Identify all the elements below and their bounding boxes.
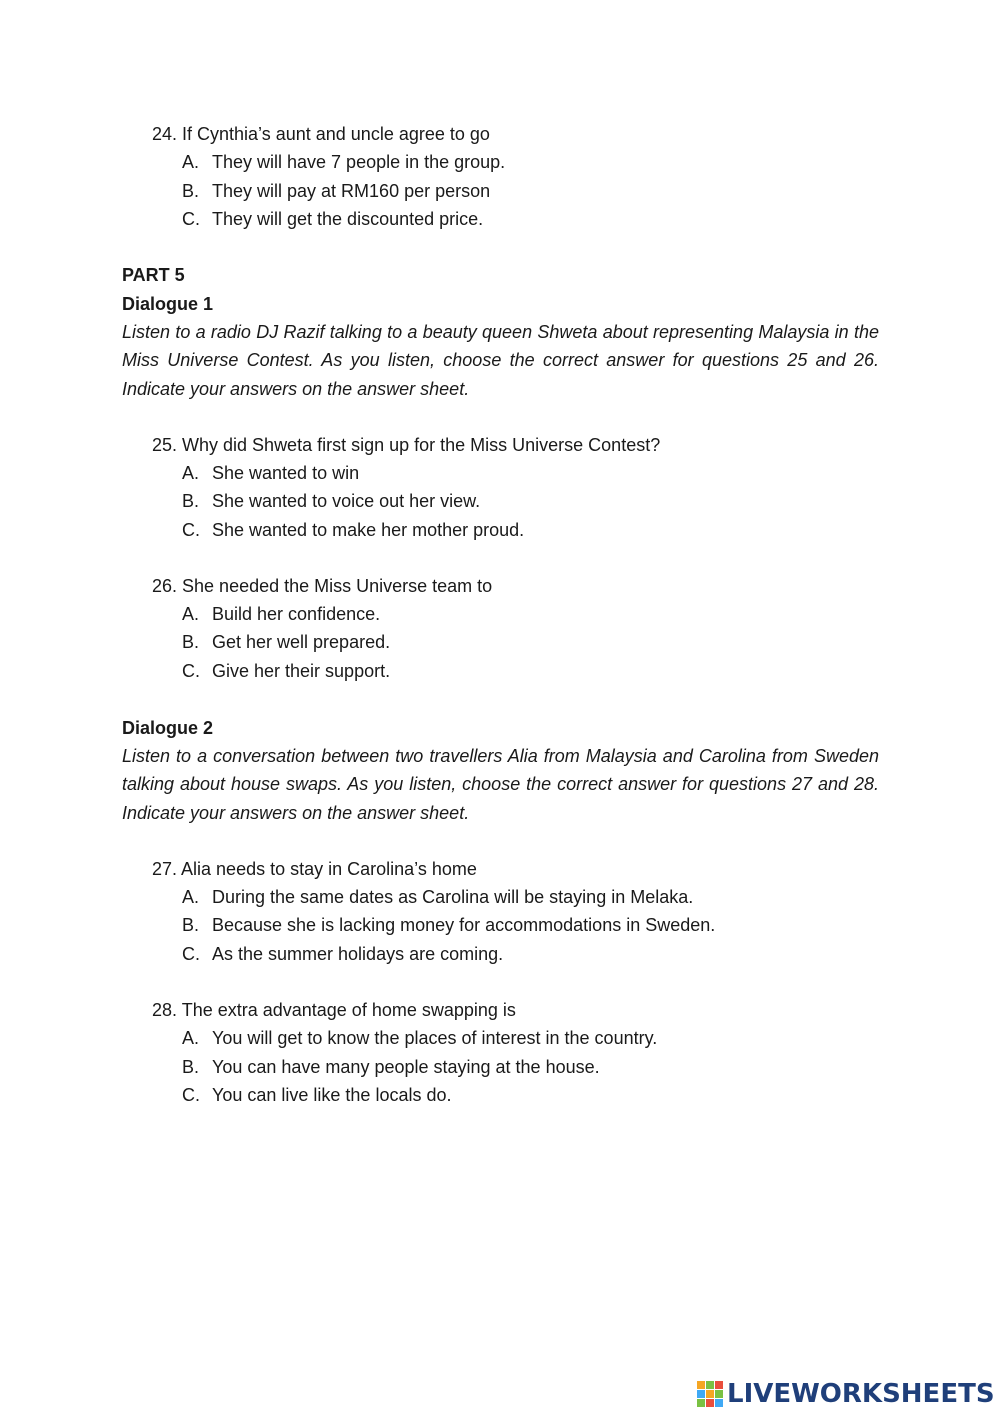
option-letter: B.	[182, 491, 200, 511]
option-letter: B.	[182, 632, 200, 652]
question-24-option-b[interactable]	[182, 179, 490, 203]
option-letter: C.	[182, 1085, 200, 1105]
option-text: You can have many people staying at the house.	[212, 1057, 600, 1077]
option-text: You can live like the locals do.	[212, 1085, 452, 1105]
option-letter: B.	[182, 1057, 200, 1077]
option-text: Build her confidence.	[212, 604, 381, 624]
liveworksheets-logo[interactable]	[697, 1378, 995, 1410]
option-text: During the same dates as Carolina will be staying in Melaka.	[212, 887, 694, 907]
question-27-option-c[interactable]	[182, 942, 503, 966]
question-26-stem: 26. She needed the Miss Universe team to	[152, 576, 493, 596]
option-text: She wanted to win	[212, 463, 360, 483]
question-26-option-a[interactable]	[182, 602, 380, 626]
option-text: Because she is lacking money for accommodations in Sweden.	[212, 915, 716, 935]
option-letter: A.	[182, 463, 200, 483]
question-28-stem: 28. The extra advantage of home swapping is	[152, 1000, 516, 1020]
option-letter: C.	[182, 209, 200, 229]
option-text: Give her their support.	[212, 661, 391, 681]
question-26-option-b[interactable]	[182, 630, 390, 654]
option-text: You will get to know the places of interest in the country.	[212, 1028, 658, 1048]
option-text: She wanted to voice out her view.	[212, 491, 481, 511]
question-24-stem: 24. If Cynthia’s aunt and uncle agree to go	[152, 124, 490, 144]
question-26-option-c[interactable]	[182, 659, 390, 683]
option-text: As the summer holidays are coming.	[212, 944, 504, 964]
option-text: They will pay at RM160 per person	[212, 181, 491, 201]
question-27-option-a[interactable]	[182, 885, 693, 909]
option-letter: B.	[182, 181, 200, 201]
option-text: Get her well prepared.	[212, 632, 391, 652]
question-28-option-c[interactable]	[182, 1083, 451, 1107]
question-24-option-a[interactable]	[182, 150, 505, 174]
question-24-option-c[interactable]	[182, 207, 483, 231]
liveworksheets-logo-text: LIVEWORKSHEETS	[727, 1379, 995, 1409]
option-letter: A.	[182, 604, 200, 624]
question-25-option-a[interactable]	[182, 461, 359, 485]
option-text: She wanted to make her mother proud.	[212, 520, 525, 540]
option-letter: A.	[182, 887, 200, 907]
question-25-option-b[interactable]	[182, 489, 480, 513]
option-letter: A.	[182, 152, 200, 172]
part-5-heading: PART 5	[122, 265, 185, 285]
question-25-option-c[interactable]	[182, 518, 524, 542]
question-25-stem: 25. Why did Shweta first sign up for the Miss Universe Contest?	[152, 435, 661, 455]
option-letter: C.	[182, 944, 200, 964]
dialogue-2-heading: Dialogue 2	[122, 718, 214, 738]
option-letter: C.	[182, 661, 200, 681]
option-text: They will get the discounted price.	[212, 209, 484, 229]
option-letter: B.	[182, 915, 200, 935]
dialogue-1-heading: Dialogue 1	[122, 294, 214, 314]
question-27-stem: 27. Alia needs to stay in Carolina’s home	[152, 859, 477, 879]
option-letter: C.	[182, 520, 200, 540]
dialogue-2-instructions: Listen to a conversation between two travellers Alia from Malaysia and Carolina from Sweden talking about house swaps. As you listen, choose the correct answer for questions 27 and 28. Indicate your answers on the answer sheet.	[122, 746, 879, 823]
liveworksheets-logo-icon	[697, 1381, 723, 1407]
option-text: They will have 7 people in the group.	[212, 152, 506, 172]
question-28-option-b[interactable]	[182, 1055, 600, 1079]
question-28-option-a[interactable]	[182, 1026, 657, 1050]
dialogue-1-instructions: Listen to a radio DJ Razif talking to a beauty queen Shweta about representing Malaysia in the Miss Universe Contest. As you listen, choose the correct answer for questions 25 and 26. Indicate your answers on the answer sheet.	[122, 322, 879, 399]
question-27-option-b[interactable]	[182, 913, 715, 937]
option-letter: A.	[182, 1028, 200, 1048]
